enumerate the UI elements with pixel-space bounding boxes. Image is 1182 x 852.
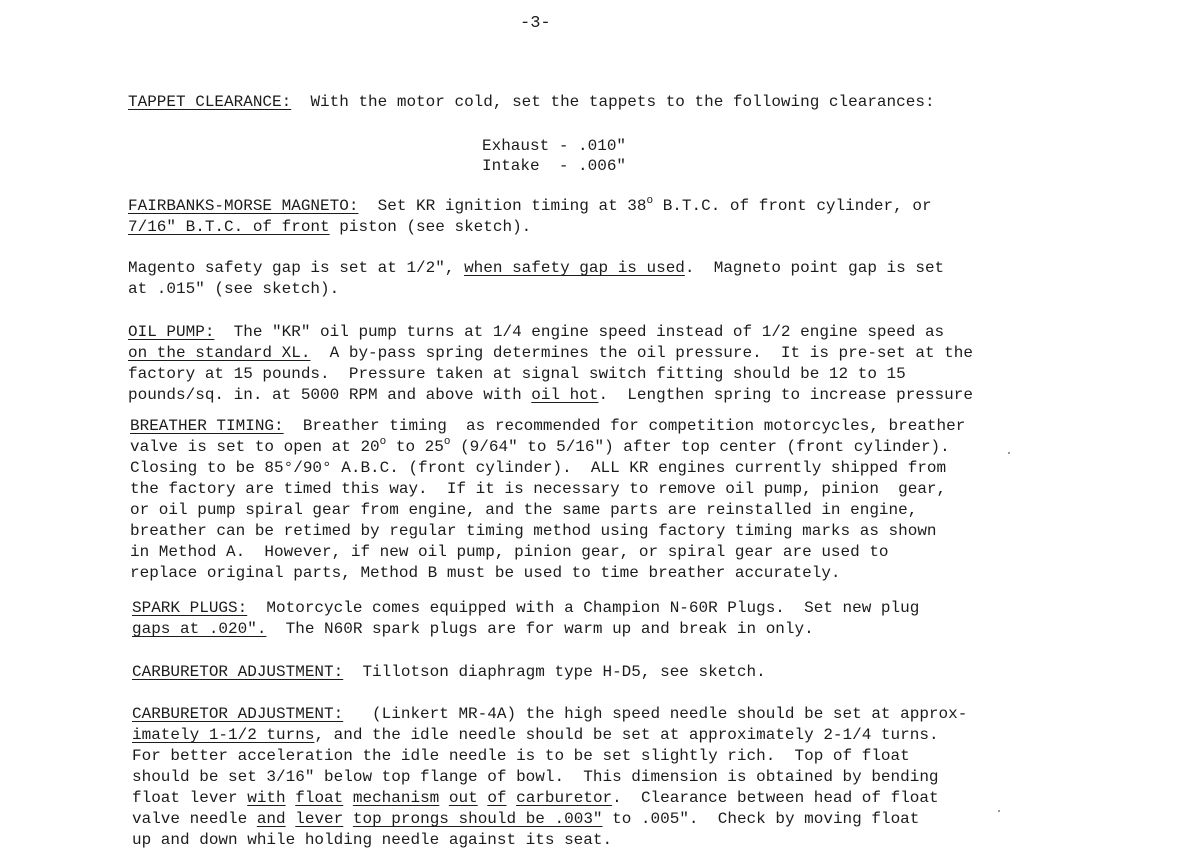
breather-line4: the factory are timed this way. If it is necessary to remove oil pump, pinion gear, [130,480,947,498]
scan-speck [1008,452,1010,454]
magneto-line2b: piston (see sketch). [329,218,532,236]
carb-line2: , and the idle needle should be set at approximately 2-1/4 turns. [314,726,939,744]
scan-speck [998,810,1000,812]
magneto-line1a: Set KR ignition timing at 38 [358,197,647,215]
tappet-text: With the motor cold, set the tappets to the following clearances: [291,93,935,111]
carb-underlined-word: float [295,789,344,807]
magneto-line1b: B.T.C. of front cylinder, or [653,197,932,215]
oil-pump-heading: OIL PUMP: [128,323,215,341]
oil-line1: The "KR" oil pump turns at 1/4 engine speed instead of 1/2 engine speed as [214,323,945,341]
spark-line1: Motorcycle comes equipped with a Champion N-60R Plugs. Set new plug [247,599,920,617]
spark-line2-underlined: gaps at .020". [132,620,267,638]
oil-line2-underlined: on the standard XL. [128,344,311,362]
breather-timing-paragraph [130,416,1030,584]
carburetor-tillotson-line [132,662,1032,683]
intake-spec: Intake - .006" [482,157,627,175]
breather-line8: replace original parts, Method B must be used to time breather accurately. [130,564,841,582]
breather-line6: breather can be retimed by regular timing method using factory timing marks as shown [130,522,937,540]
magneto-line2-underlined: 7/16" B.T.C. of front [128,218,330,236]
breather-line3: Closing to be 85°/90° A.B.C. (front cylinder). ALL KR engines currently shipped from [130,459,947,477]
carb-line3: For better acceleration the idle needle is to be set slightly rich. Top of float [132,747,910,765]
degree-mark: o [379,436,387,448]
carb-underlined-word: and [256,810,286,828]
breather-line2a: valve is set to open at 20 [130,438,380,456]
carb-line6a: valve needle [132,810,257,828]
tappet-heading: TAPPET CLEARANCE: [128,93,292,111]
spark-plugs-heading: SPARK PLUGS: [132,599,248,617]
breather-line5: or oil pump spiral gear from engine, and the same parts are reinstalled in engine, [130,501,918,519]
page-number: -3- [520,14,551,33]
carb-underlined-word: lever [295,810,344,828]
carb-underlined-word: of [487,789,507,807]
oil-line4-underlined: oil hot [531,386,599,404]
oil-line4a: pounds/sq. in. at 5000 RPM and above with [128,386,532,404]
magneto-paragraph [128,196,1028,238]
degree-mark: o [646,195,654,207]
gap-line1-underlined: when safety gap is used [464,259,685,277]
gap-line1a: Magento safety gap is set at 1/2", [128,259,465,277]
carb-underlined-word: with [247,789,286,807]
gap-line2: at .015" (see sketch). [128,280,340,298]
oil-line2: A by-pass spring determines the oil pressure. It is pre-set at the [310,344,973,362]
carb-line5a: float lever [132,789,248,807]
oil-line4b: . Lengthen spring to increase pressure [598,386,973,404]
carburetor-heading: CARBURETOR ADJUSTMENT: [132,705,344,723]
carburetor-heading: CARBURETOR ADJUSTMENT: [132,663,344,681]
carb-underlined-word: out [448,789,478,807]
oil-line3: factory at 15 pounds. Pressure taken at signal switch fitting should be 12 to 15 [128,365,906,383]
spark-line2: The N60R spark plugs are for warm up and break in only. [266,620,814,638]
carb-line7: up and down while holding needle against its seat. [132,831,613,849]
gap-line1b: . Magneto point gap is set [684,259,945,277]
carb-line4: should be set 3/16" below top flange of bowl. This dimension is obtained by bending [132,768,939,786]
carb-line5b: . Clearance between head of float [612,789,939,807]
carb-line1: (Linkert MR-4A) the high speed needle should be set at approx- [343,705,968,723]
breather-line1: Breather timing as recommended for competition motorcycles, breather [283,417,966,435]
safety-gap-paragraph [128,258,1028,300]
carb-underlined-word: carburetor [516,789,613,807]
tappet-clearance-line [128,92,1028,113]
carburetor-tillotson-text: Tillotson diaphragm type H-D5, see sketch. [343,663,766,681]
carb-underlined-word: top prongs should be .003" [352,810,603,828]
carb-line2-underlined: imately 1-1/2 turns [132,726,315,744]
oil-pump-paragraph [128,322,1028,406]
carburetor-linkert-paragraph [132,704,1032,851]
carb-line6b: to .005". Check by moving float [602,810,920,828]
breather-line2c: (9/64" to 5/16") after top center (front cylinder). [450,438,950,456]
breather-line2b: to 25 [386,438,444,456]
exhaust-spec: Exhaust - .010" [482,137,627,155]
breather-line7: in Method A. However, if new oil pump, pinion gear, or spiral gear are used to [130,543,889,561]
breather-heading: BREATHER TIMING: [130,417,284,435]
spark-plugs-paragraph [132,598,1032,640]
magneto-heading: FAIRBANKS-MORSE MAGNETO: [128,197,359,215]
degree-mark: o [443,436,451,448]
carb-underlined-word: mechanism [352,789,440,807]
